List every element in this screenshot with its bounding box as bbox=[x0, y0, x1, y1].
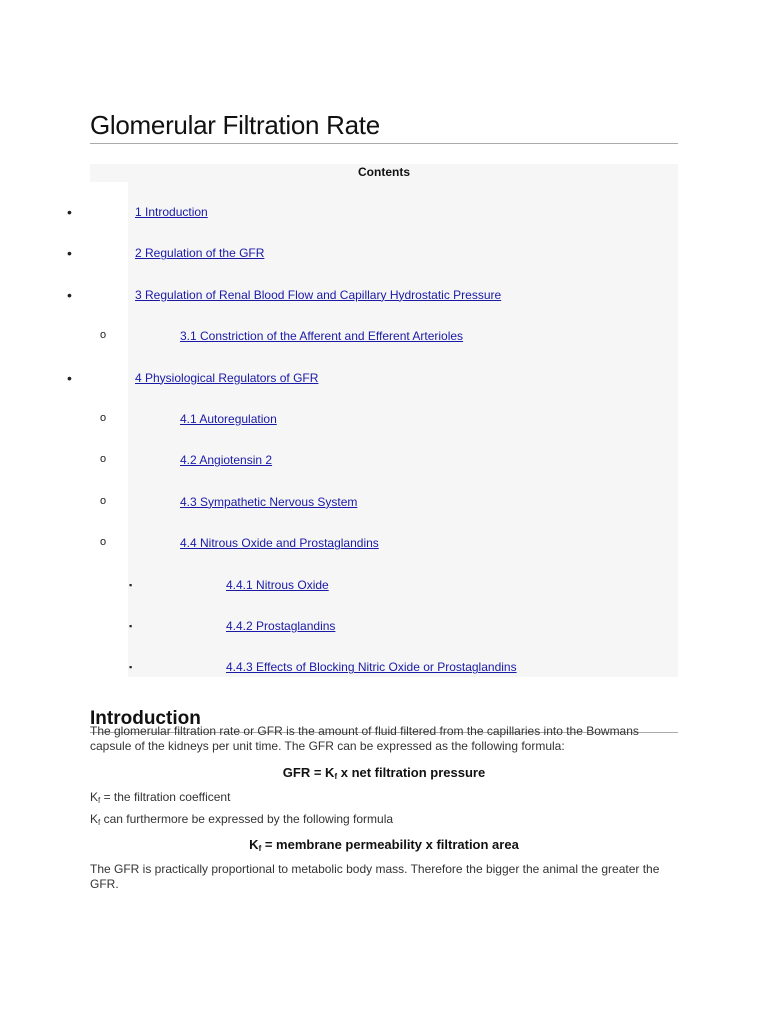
toc-bullet: ▪ bbox=[129, 662, 133, 673]
toc-bullet: • bbox=[67, 286, 72, 303]
toc-link[interactable]: 4.4 Nitrous Oxide and Prostaglandins bbox=[180, 536, 379, 551]
toc-bullet: ▪ bbox=[129, 621, 133, 631]
toc-bullet: • bbox=[67, 369, 72, 386]
toc-left-gutter bbox=[68, 182, 128, 677]
gfr-body-mass-paragraph: The GFR is practically proportional to metabolic body mass. Therefore the bigger the animal the greater the GFR. bbox=[90, 862, 660, 891]
formula-text: K bbox=[249, 837, 259, 852]
toc-link[interactable]: 4.4.2 Prostaglandins bbox=[226, 619, 336, 633]
kf-symbol: K bbox=[90, 790, 99, 804]
toc-link[interactable]: 4 Physiological Regulators of GFR bbox=[135, 370, 319, 385]
intro-paragraph: The glomerular filtration rate or GFR is the amount of fluid filtered from the capillaries into the Bowmans capsule of the kidneys per unit time. The GFR can be expressed as the following formula: bbox=[90, 724, 639, 753]
formula-text: x net filtration pressure bbox=[337, 765, 486, 780]
toc-bullet: o bbox=[100, 536, 107, 549]
kf-subscript: f bbox=[98, 818, 101, 827]
page-title: Glomerular Filtration Rate bbox=[90, 109, 678, 144]
toc-link[interactable]: 1 Introduction bbox=[135, 205, 208, 219]
toc-link[interactable]: 3.1 Constriction of the Afferent and Efferent Arterioles bbox=[180, 329, 464, 344]
section-heading-introduction: Introduction bbox=[90, 708, 678, 733]
toc-link[interactable]: 4.1 Autoregulation bbox=[180, 412, 277, 426]
gfr-formula bbox=[90, 765, 678, 781]
toc-bullet: o bbox=[100, 329, 107, 342]
kf-subscript: f bbox=[98, 796, 101, 805]
toc-link[interactable]: 3 Regulation of Renal Blood Flow and Capillary Hydrostatic Pressure bbox=[135, 287, 502, 302]
toc-link[interactable]: 4.4.3 Effects of Blocking Nitric Oxide or Prostaglandins bbox=[226, 660, 517, 675]
toc-bullet: o bbox=[100, 412, 107, 424]
formula-subscript: f bbox=[258, 844, 262, 853]
toc-title: Contents bbox=[358, 165, 410, 179]
toc-bullet: o bbox=[100, 453, 107, 466]
formula-text: = membrane permeability x filtration area bbox=[261, 837, 519, 852]
kf-expression-text: can furthermore be expressed by the following formula bbox=[100, 812, 394, 826]
formula-text: GFR = K bbox=[282, 765, 335, 780]
toc-box bbox=[90, 164, 678, 677]
formula-subscript: f bbox=[334, 772, 338, 781]
kf-expression-intro bbox=[90, 812, 680, 830]
toc-link[interactable]: 4.3 Sympathetic Nervous System bbox=[180, 494, 358, 509]
toc-bullet: • bbox=[67, 204, 72, 220]
toc-link[interactable]: 2 Regulation of the GFR bbox=[135, 246, 265, 261]
kf-symbol: K bbox=[90, 812, 99, 826]
toc-bullet: o bbox=[100, 494, 107, 507]
toc-bullet: • bbox=[67, 245, 72, 262]
kf-formula bbox=[90, 837, 678, 853]
kf-definition-text: = the filtration coefficent bbox=[100, 790, 231, 804]
kf-definition bbox=[90, 790, 680, 808]
toc-bullet: ▪ bbox=[129, 579, 133, 590]
toc-link[interactable]: 4.4.1 Nitrous Oxide bbox=[226, 577, 329, 592]
toc-link[interactable]: 4.2 Angiotensin 2 bbox=[180, 453, 273, 468]
